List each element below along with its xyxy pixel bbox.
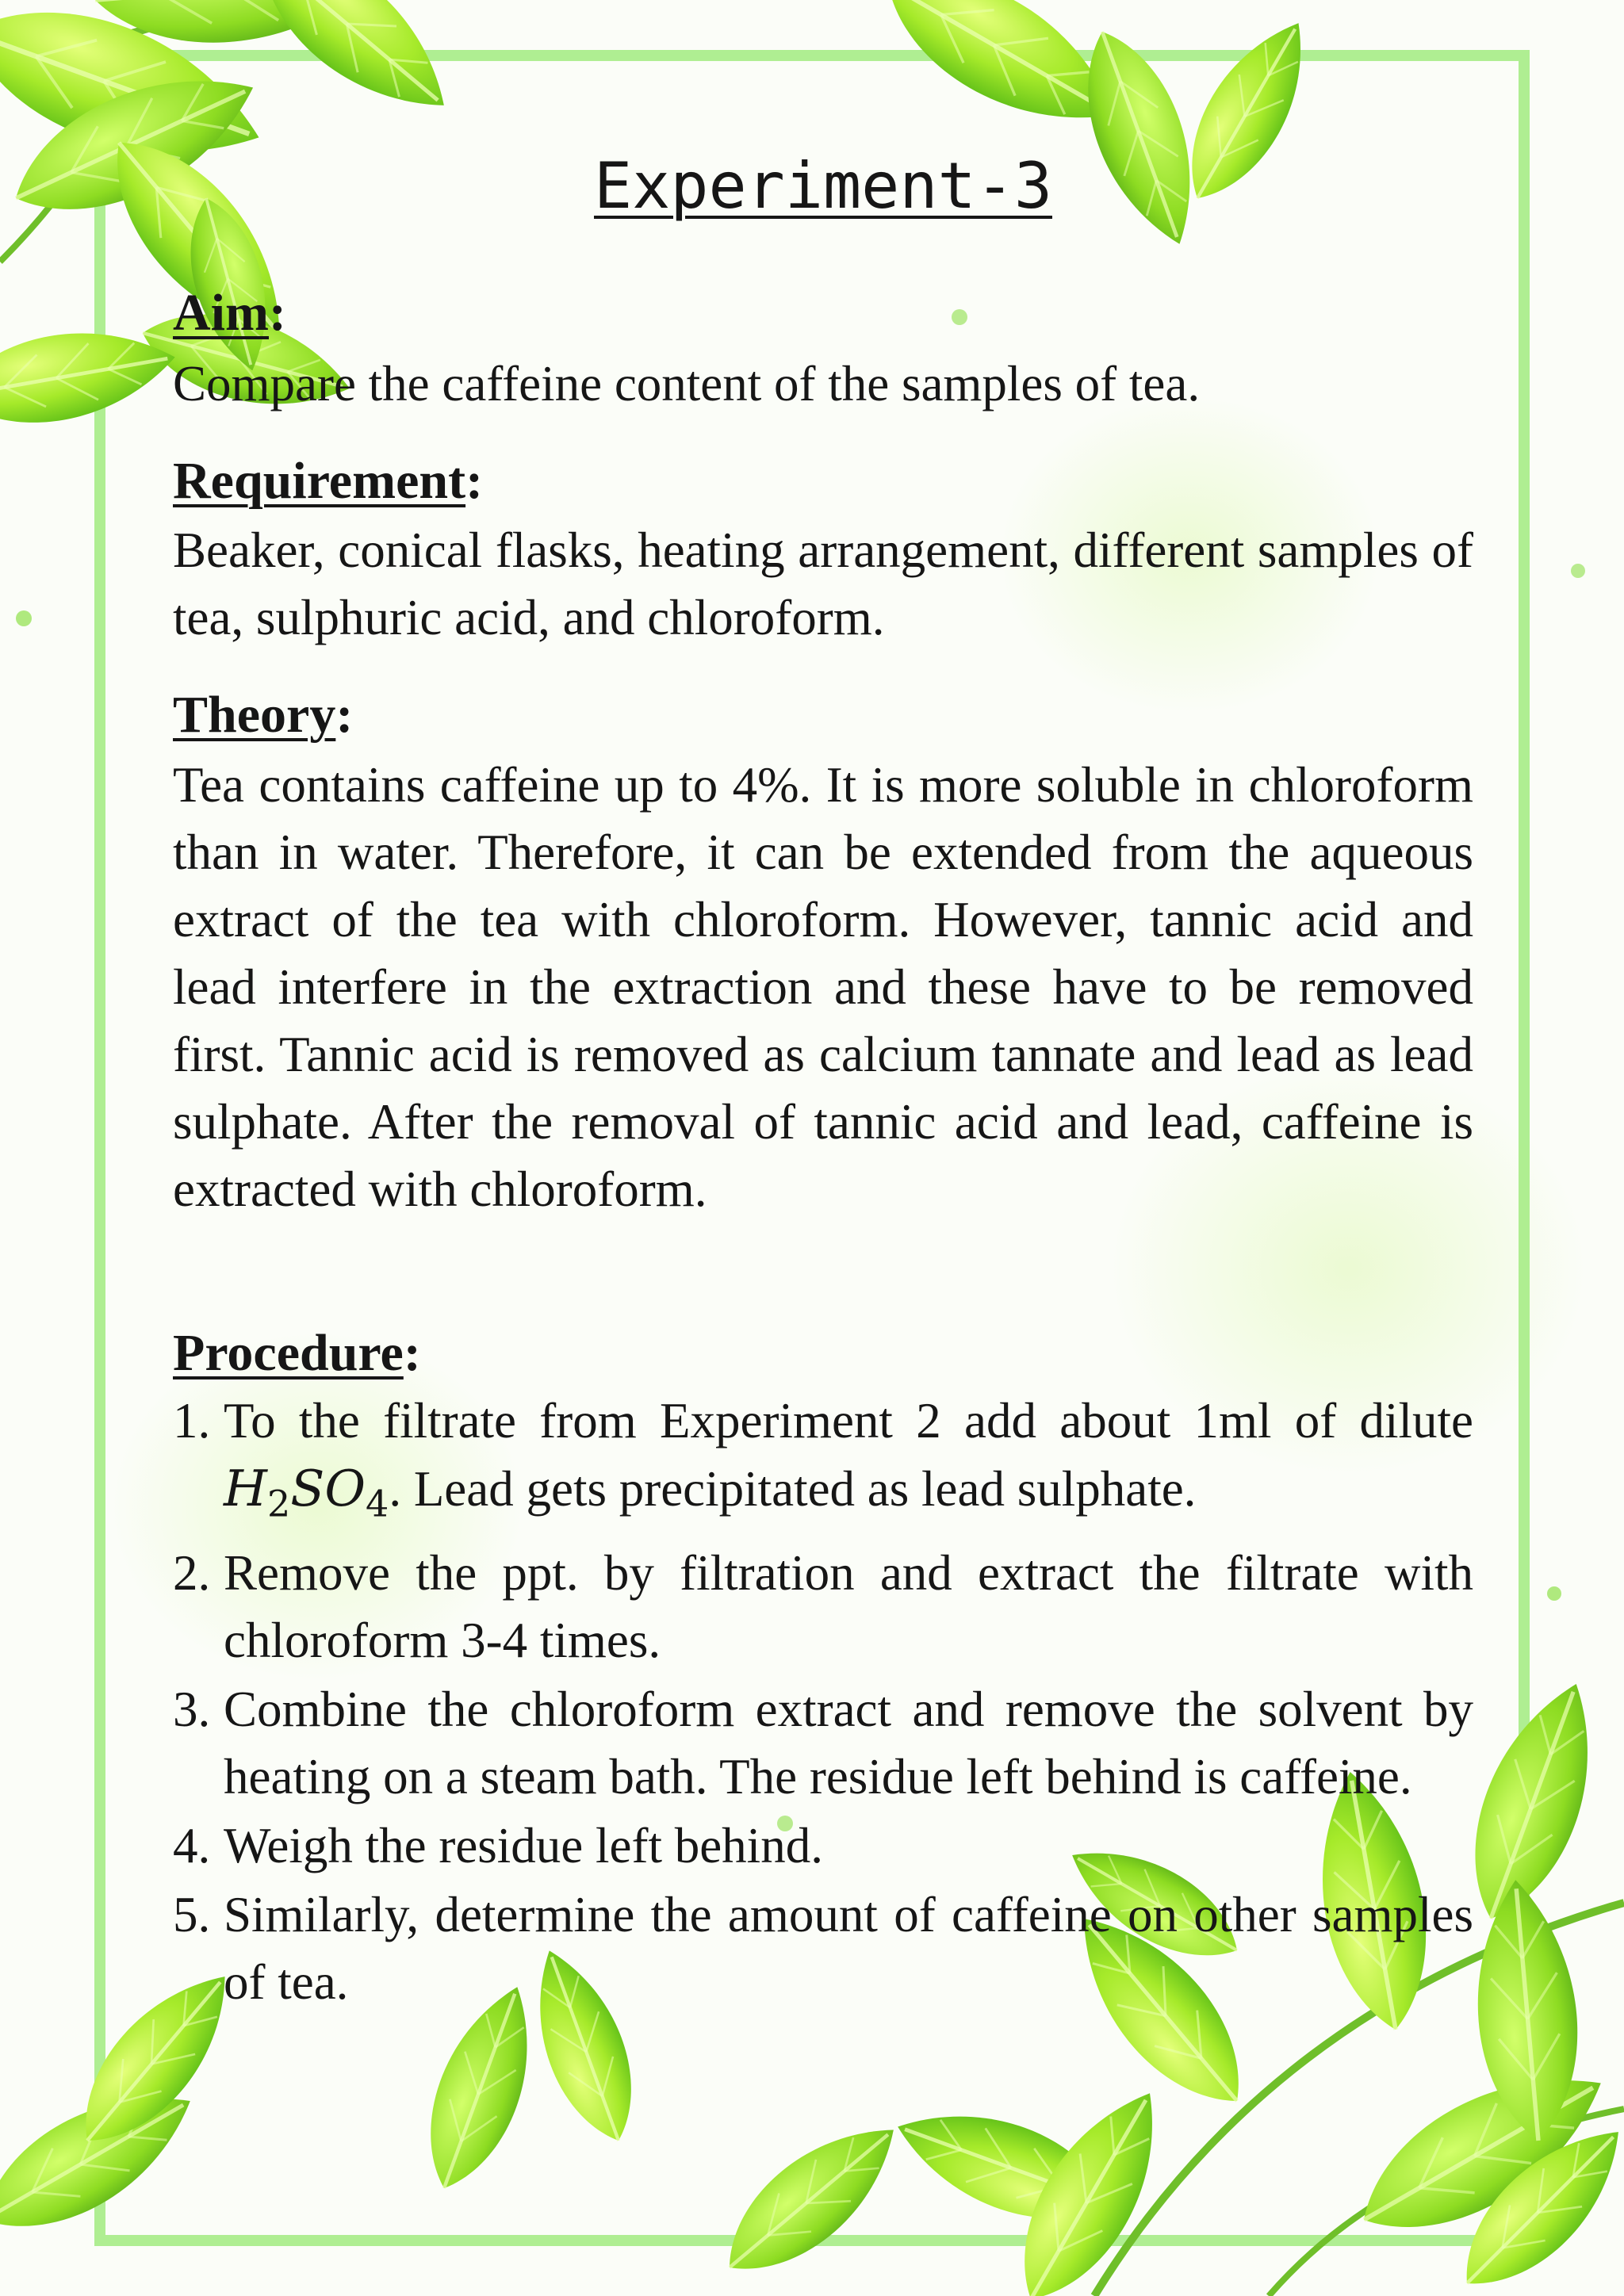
requirement-heading-text: Requirement <box>173 452 466 510</box>
theory-heading-text: Theory <box>173 686 336 744</box>
step-text: To the filtrate from Experiment 2 add about 1ml of dilute <box>224 1393 1473 1448</box>
step-number: 5. <box>173 1886 211 1942</box>
requirement-text: Beaker, conical flasks, heating arrangement, different samples of tea, sulphuric acid, and chloroform. <box>173 522 1473 645</box>
theory-text: Tea contains caffeine up to 4%. It is more soluble in chloroform than in water. Therefore, it can be extended from the aqueous extract of the tea with chloroform. However, tannic acid and lead interfere in the extraction and these have to be removed first. Tannic acid is removed as calcium tannate and lead as lead sulphate. After the removal of tannic acid and lead, caffeine is extracted with chloroform. <box>173 757 1473 1217</box>
formula-part: H <box>224 1460 267 1517</box>
step-text: . Lead gets precipitated as lead sulphate. <box>389 1461 1197 1517</box>
aim-heading: Aim: <box>173 284 286 342</box>
formula-part: SO <box>290 1460 366 1517</box>
step-text: Similarly, determine the amount of caffeine on other samples of tea. <box>224 1886 1473 2010</box>
aim-text: Compare the caffeine content of the samples of tea. <box>173 356 1201 411</box>
step-number: 3. <box>173 1681 211 1737</box>
requirement-heading: Requirement: <box>173 452 484 510</box>
step-number: 4. <box>173 1817 211 1873</box>
aim-heading-text: Aim <box>173 284 269 342</box>
theory-heading: Theory: <box>173 686 354 744</box>
procedure-step <box>173 1812 1473 1880</box>
procedure-heading-colon: : <box>403 1324 421 1382</box>
procedure-step <box>173 1540 1473 1674</box>
step-text: Weigh the residue left behind. <box>224 1817 823 1873</box>
step-number: 2. <box>173 1544 211 1601</box>
step-text: Combine the chloroform extract and remove the solvent by heating on a steam bath. The residue left behind is caffeine. <box>224 1681 1473 1804</box>
formula-subscript: 2 <box>266 1482 291 1525</box>
step-text: Remove the ppt. by filtration and extract the filtrate with chloroform 3-4 times. <box>224 1544 1473 1668</box>
procedure-heading <box>173 1322 421 1385</box>
step-number: 1. <box>173 1393 211 1448</box>
procedure-step <box>173 1881 1473 2016</box>
sulphuric-acid-formula <box>224 1460 389 1525</box>
formula-subscript: 4 <box>366 1482 389 1525</box>
procedure-step <box>173 1387 1473 1538</box>
procedure-step <box>173 1676 1473 1811</box>
page-title <box>173 143 1473 230</box>
page-title-text: Experiment-3 <box>594 149 1052 223</box>
procedure-heading-text: Procedure <box>173 1324 404 1382</box>
procedure-steps <box>173 1387 1473 2016</box>
